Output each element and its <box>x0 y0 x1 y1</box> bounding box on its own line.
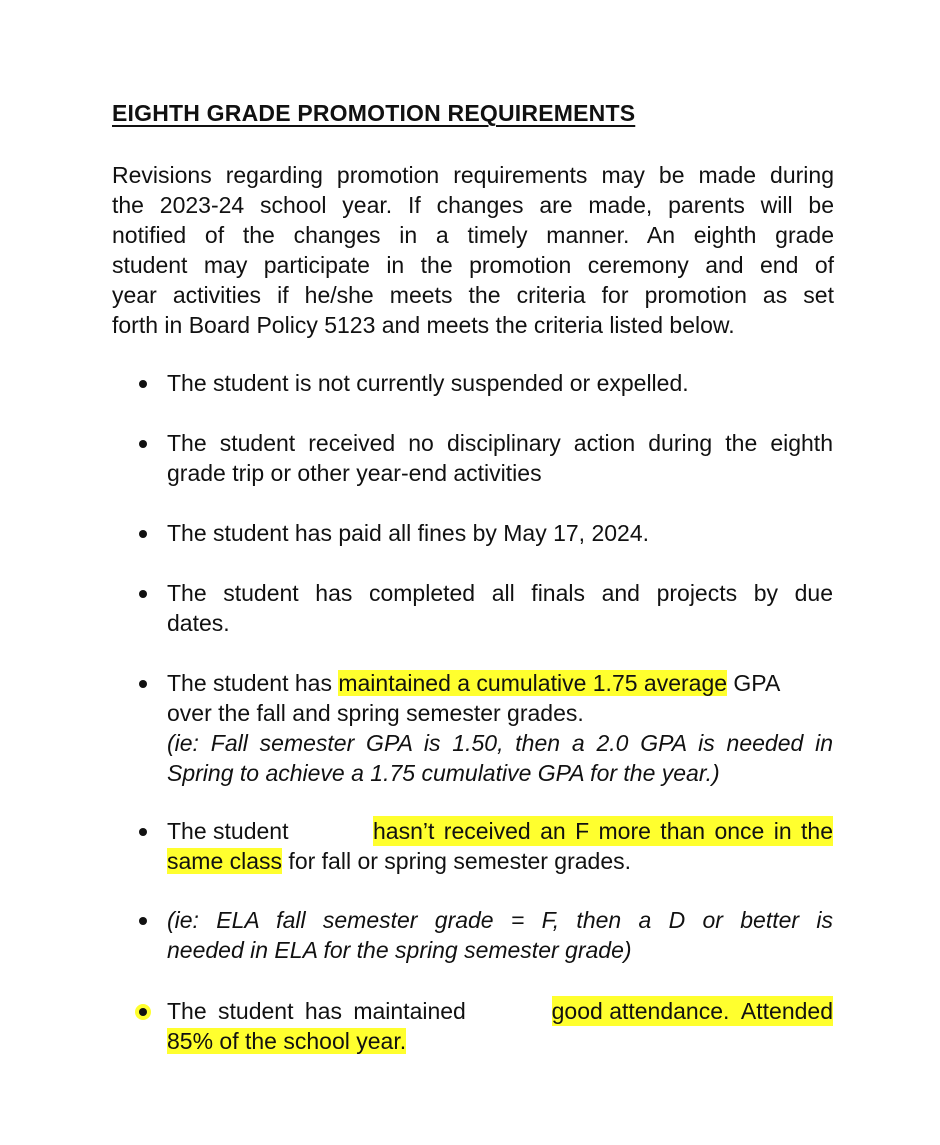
requirement-line: dates. <box>167 610 230 636</box>
bullet-icon <box>139 530 147 538</box>
requirement-line <box>167 1026 833 1056</box>
requirement-text-part: The student has maintained <box>167 998 478 1024</box>
bullet-icon <box>139 1008 147 1016</box>
bullet-icon <box>139 590 147 598</box>
highlighted-text: maintained a cumulative 1.75 average <box>338 670 728 696</box>
requirement-line: (ie: ELA fall semester grade = F, then a D or better is <box>167 907 833 933</box>
intro-line: forth in Board Policy 5123 and meets the criteria listed below. <box>112 312 735 338</box>
intro-line: year activities if he/she meets the criteria for promotion as set <box>112 282 834 308</box>
bullet-icon <box>139 917 147 925</box>
intro-line: the 2023-24 school year. If changes are made, parents will be <box>112 192 834 218</box>
bullet-icon <box>139 680 147 688</box>
requirement-text <box>167 578 833 638</box>
document-title: EIGHTH GRADE PROMOTION REQUIREMENTS <box>112 100 636 126</box>
requirement-line: The student has completed all finals and projects by due <box>167 580 833 606</box>
highlighted-text: same class <box>167 848 283 874</box>
intro-line: student may participate in the promotion ceremony and end of <box>112 252 834 278</box>
requirement-text <box>167 816 833 876</box>
gpa-example-line: (ie: Fall semester GPA is 1.50, then a 2.0 GPA is needed in <box>167 730 833 756</box>
requirement-line <box>167 668 833 698</box>
intro-line: notified of the changes in a timely manner. An eighth grade <box>112 222 834 248</box>
requirement-text-part: for fall or spring semester grades. <box>282 848 632 874</box>
requirement-text <box>167 428 833 488</box>
bullet-icon <box>139 440 147 448</box>
requirement-text <box>167 905 833 965</box>
highlighted-text: hasn’t received an F more than once in the <box>373 818 833 844</box>
requirement-line <box>167 816 833 846</box>
requirement-text-part: The student has <box>167 670 339 696</box>
intro-paragraph <box>112 160 834 340</box>
requirement-line: over the fall and spring semester grades. <box>167 700 584 726</box>
requirement-line: grade trip or other year-end activities <box>167 460 542 486</box>
highlighted-text: 85% of the school year. <box>167 1028 407 1054</box>
bullet-icon <box>139 828 147 836</box>
requirement-line <box>167 996 833 1026</box>
intro-line: Revisions regarding promotion requirements may be made during <box>112 162 834 188</box>
bullet-icon <box>139 380 147 388</box>
requirement-text <box>167 368 833 398</box>
requirement-text <box>167 518 833 548</box>
requirement-line: needed in ELA for the spring semester grade) <box>167 937 632 963</box>
gpa-example-line: Spring to achieve a 1.75 cumulative GPA for the year.) <box>167 760 720 786</box>
requirement-text-part: The student <box>167 818 289 844</box>
requirement-text-part: GPA <box>727 670 781 696</box>
highlighted-text: good attendance. Attended <box>551 998 833 1024</box>
requirement-line: The student is not currently suspended or expelled. <box>167 370 689 396</box>
requirement-text <box>167 668 833 788</box>
requirement-text <box>167 996 833 1056</box>
requirement-line: The student received no disciplinary action during the eighth <box>167 430 833 456</box>
requirement-line <box>167 846 833 876</box>
requirement-line: The student has paid all fines by May 17, 2024. <box>167 520 650 546</box>
